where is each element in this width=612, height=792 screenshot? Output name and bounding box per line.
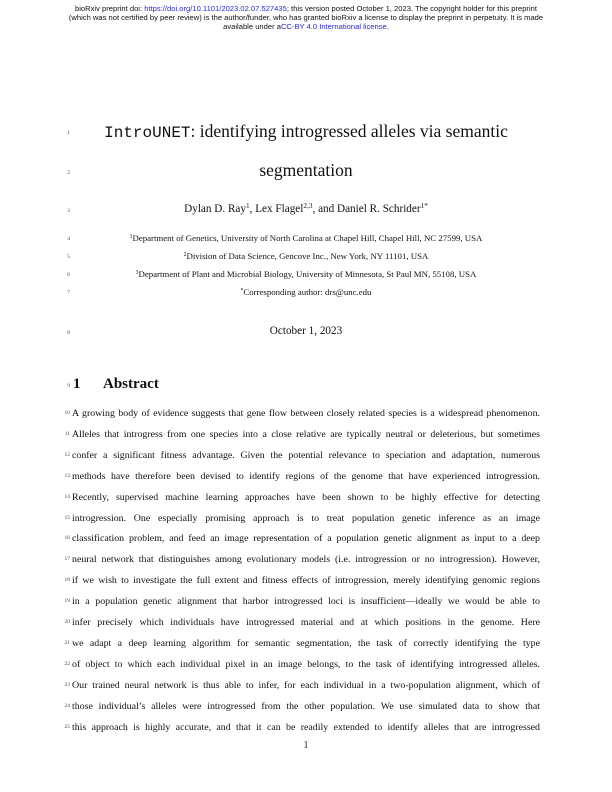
line-number: 6 <box>67 272 70 278</box>
license-link[interactable]: CC-BY 4.0 International license <box>280 22 387 31</box>
author-list <box>0 203 612 215</box>
line-number: 4 <box>67 236 70 242</box>
line-number: 11 <box>64 430 70 437</box>
line-number: 15 <box>64 514 70 521</box>
header-line-2: (which was not certified by peer review) is the author/funder, who has granted bioRxiv a license to display the preprint in perpetuity. It is made <box>68 13 544 22</box>
abstract-line-text: classification problem, and feed an image representation of a population genetic alignment as input to a deep <box>72 533 540 545</box>
paper-title-line-2: segmentation <box>259 160 353 180</box>
abstract-line-text: we adapt a deep learning algorithm for semantic segmentation, the task of correctly identifying the type <box>72 637 540 649</box>
line-number: 14 <box>64 493 70 500</box>
abstract-line <box>72 659 540 671</box>
affiliation <box>0 233 612 243</box>
abstract-line <box>72 450 540 462</box>
page-number: 1 <box>303 740 309 751</box>
author-name: Daniel R. Schrider <box>337 203 421 215</box>
abstract-line-text: of object to which each individual pixel in an image belongs, to the task of identifying introgressed alleles. <box>72 658 540 670</box>
author-affiliation-marker: 2,3 <box>303 202 313 210</box>
line-number: 22 <box>64 660 70 667</box>
abstract-line-text: confer a significant fitness advantage. Given the potential relevance to speciation and adaptation, numerous <box>72 449 540 461</box>
abstract-line-text: if we wish to investigate the full extent and fitness effects of introgression, merely identifying genomic regions <box>72 575 540 587</box>
abstract-line <box>72 513 540 525</box>
author-name: Dylan D. Ray <box>184 203 246 215</box>
line-number: 8 <box>67 330 70 336</box>
line-number: 9 <box>67 383 70 389</box>
line-number: 5 <box>67 254 70 260</box>
publication-date: October 1, 2023 <box>269 325 343 337</box>
preprint-header <box>0 4 612 31</box>
abstract-line-text: Our trained neural network is thus able to infer, for each individual in a two-population alignment, which of <box>72 679 540 691</box>
line-number: 18 <box>64 577 70 584</box>
abstract-line <box>72 722 540 734</box>
line-number: 17 <box>64 556 70 563</box>
abstract-line <box>72 533 540 545</box>
abstract-line <box>72 471 540 483</box>
abstract-line <box>72 429 540 441</box>
line-number: 12 <box>64 451 70 458</box>
line-number: 2 <box>67 170 70 176</box>
line-number: 25 <box>64 723 70 730</box>
abstract-line-text: in a population genetic alignment that harbor introgressed loci is insufficient—ideally we would be able to <box>72 596 540 608</box>
doi-link[interactable]: https://doi.org/10.1101/2023.02.07.527435 <box>144 4 287 13</box>
affiliation-marker: 1 <box>129 233 133 240</box>
line-number: 13 <box>64 472 70 479</box>
abstract-line <box>72 554 540 566</box>
abstract-line <box>72 596 540 608</box>
abstract-line-text: A growing body of evidence suggests that gene flow between closely related species is a widespread phenomenon. <box>72 408 540 419</box>
line-number: 10 <box>64 410 70 416</box>
line-number: 7 <box>67 290 70 296</box>
abstract-line <box>72 575 540 587</box>
abstract-line-text: this approach is highly accurate, and that it can be readily extended to identify alleles that are introgressed <box>72 721 540 733</box>
affiliation-marker: 3 <box>135 269 139 276</box>
affiliation-text: Department of Genetics, University of North Carolina at Chapel Hill, Chapel Hill, NC 27599, USA <box>132 233 483 243</box>
abstract-line <box>72 617 540 629</box>
affiliation <box>0 269 612 279</box>
abstract-line <box>72 638 540 650</box>
affiliation-marker: 2 <box>183 251 187 258</box>
abstract-line <box>72 701 540 713</box>
line-number: 23 <box>64 681 70 688</box>
license-prefix-text: available under a <box>223 22 281 31</box>
abstract-line-text: neural network that distinguishes among evolutionary models (i.e. introgression or no introgression). However, <box>72 554 540 566</box>
section-number: 1 <box>73 376 81 392</box>
line-number: 20 <box>64 619 70 625</box>
line-number: 21 <box>64 639 70 646</box>
author-separator: , <box>249 203 256 215</box>
license-suffix-text: . <box>386 22 389 31</box>
corresponding-author-text: Corresponding author: drs@unc.edu <box>243 287 372 297</box>
tool-name: IntroUNET <box>104 124 191 142</box>
abstract-line-text: Recently, supervised machine learning approaches have been shown to be highly effective for detecting <box>72 491 540 503</box>
paper-title-line-1 <box>0 121 612 142</box>
abstract-line <box>72 680 540 692</box>
author-separator: , and <box>312 203 338 215</box>
section-title: Abstract <box>103 376 159 392</box>
header-prefix-text: bioRxiv preprint doi: <box>75 4 145 13</box>
line-number: 1 <box>67 130 70 136</box>
author-affiliation-marker: 1 <box>245 202 250 210</box>
title-text: : identifying introgressed alleles via semantic <box>190 121 508 141</box>
abstract-line-text: methods have therefore been devised to identify regions of the genome that have experienced introgression. <box>72 470 540 482</box>
header-line-3 <box>0 22 612 31</box>
abstract-line-text: introgression. One especially promising approach is to treat population genetic inference as an image <box>72 512 540 524</box>
line-number: 16 <box>64 535 70 542</box>
affiliation <box>0 251 612 261</box>
line-number: 19 <box>64 598 70 605</box>
corresponding-author <box>0 287 612 297</box>
header-line-1 <box>0 4 612 13</box>
author-name: Lex Flagel <box>255 203 304 215</box>
line-number: 24 <box>64 702 70 709</box>
affiliation-marker: * <box>240 287 244 294</box>
section-heading-abstract <box>73 376 159 393</box>
abstract-line <box>72 492 540 504</box>
affiliation-text: Department of Plant and Microbial Biology, University of Minnesota, St Paul MN, 55108, USA <box>138 269 477 279</box>
author-affiliation-marker: 1* <box>420 202 428 210</box>
abstract-line-text: Alleles that introgress from one species into a close relative are typically neutral or deleterious, but sometimes <box>72 428 540 440</box>
line-number: 3 <box>67 208 70 214</box>
header-suffix-text: ; this version posted October 1, 2023. The copyright holder for this preprint <box>286 4 537 13</box>
affiliation-text: Division of Data Science, Gencove Inc., New York, NY 11101, USA <box>186 251 429 261</box>
abstract-line-text: infer precisely which individuals have introgressed material and at which positions in the genome. Here <box>72 617 540 628</box>
abstract-line <box>72 408 540 420</box>
abstract-line-text: those individual’s alleles were introgressed from the other population. We use simulated data to show that <box>72 700 540 712</box>
